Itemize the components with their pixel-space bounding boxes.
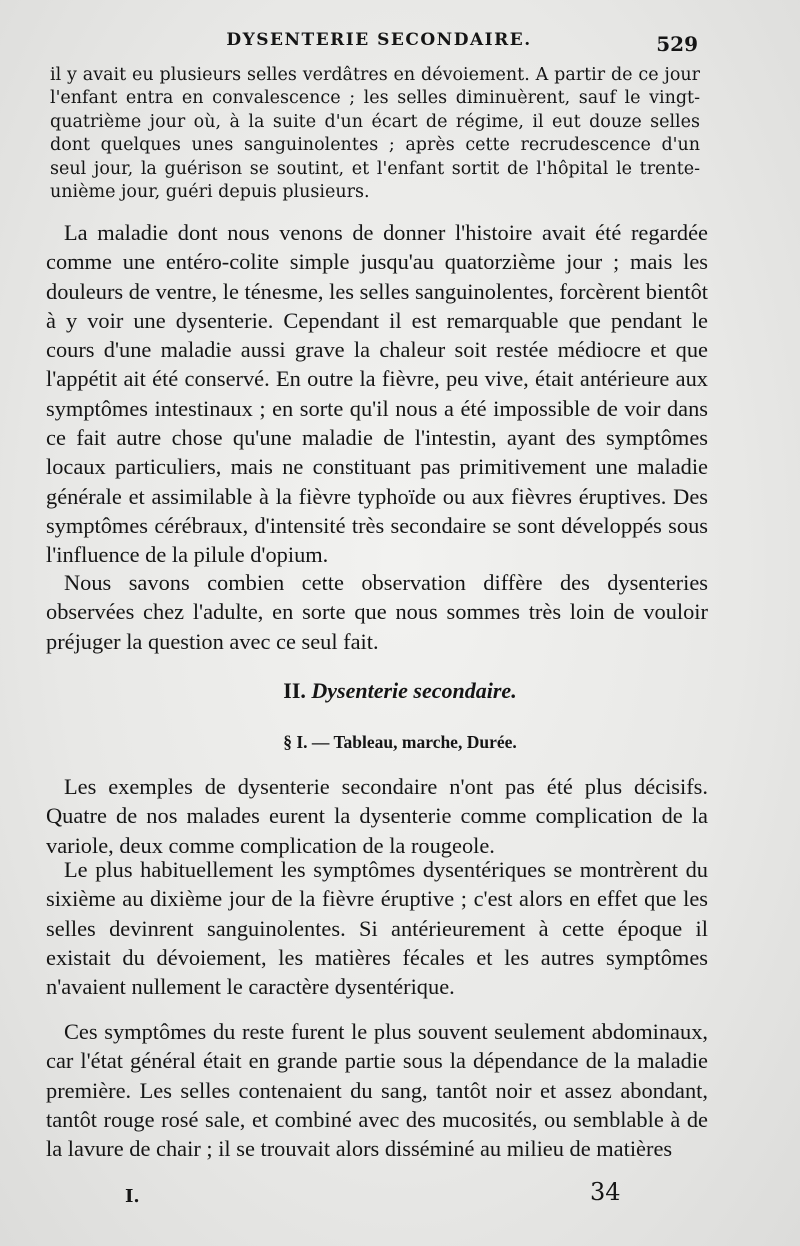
paragraph-text: Le plus habituellement les symptômes dysentériques se montrèrent du sixième au dixième jour de la fièvre éruptive ; c'est alors en effet que les selles devinrent sanguinolentes. Si antérieurement à cette époque il existait du dévoiement, les matières fécales et les autres symptômes n'avaient nullement le caractère dysentérique. xyxy=(46,857,708,1000)
signature-mark: I. xyxy=(125,1186,140,1207)
sheet-number: 34 xyxy=(590,1178,621,1206)
paragraph-text: Ces symptômes du reste furent le plus souvent seulement abdominaux, car l'état général était en grande partie sous la dépendance de la maladie première. Les selles contenaient du sang, tantôt noir et assez abondant, tantôt rouge rosé sale, et combiné avec des mucosités, ou semblable à de la lavure de chair ; il se trouvait alors disséminé au milieu de matières xyxy=(46,1019,708,1162)
paragraph-text: Nous savons combien cette observation diffère des dysenteries observées chez l'adulte, en sorte que nous sommes très loin de vouloir préjuger la question avec ce seul fait. xyxy=(46,570,708,654)
page-number: 529 xyxy=(656,32,698,56)
body-paragraph-2 xyxy=(46,568,708,656)
body-paragraph-1 xyxy=(46,218,708,570)
small-print-paragraph: il y avait eu plusieurs selles verdâtres en dévoiement. A partir de ce jour l'enfant entra en convalescence ; les selles diminuèrent, sauf le vingt-quatrième jour où, à la suite d'un écart de régime, il eut douze selles dont quelques unes sanguinolentes ; après cette recrudescence d'un seul jour, la guérison se soutint, et l'enfant sortit de l'hôpital le trente-unième jour, guéri depuis plusieurs. xyxy=(50,65,700,203)
body-paragraph-4 xyxy=(46,855,708,1001)
body-paragraph-3 xyxy=(46,772,708,860)
page-header xyxy=(60,30,698,60)
paragraph-text: Les exemples de dysenterie secondaire n'ont pas été plus décisifs. Quatre de nos malades eurent la dysenterie comme complication de la variole, deux comme complication de la rougeole. xyxy=(46,774,708,858)
section-heading xyxy=(0,678,800,704)
paragraph-text: La maladie dont nous venons de donner l'histoire avait été regardée comme une entéro-colite simple jusqu'au quatorzième jour ; mais les douleurs de ventre, le ténesme, les selles sanguinolentes, forcèrent bientôt à y voir une dysenterie. Cependant il est remarquable que pendant le cours d'une maladie aussi grave la chaleur soit restée médiocre et que l'appétit ait été conservé. En outre la fièvre, peu vive, était antérieure aux symptômes intestinaux ; en sorte qu'il nous a été impossible de voir dans ce fait autre chose qu'une maladie de l'intestin, ayant des symptômes locaux particuliers, mais ne constituant pas primitivement une maladie générale et assimilable à la fièvre typhoïde ou aux fièvres éruptives. Des symptômes cérébraux, d'intensité très secondaire se sont développés sous l'influence de la pilule d'opium. xyxy=(46,220,708,568)
running-head: DYSENTERIE SECONDAIRE. xyxy=(226,30,532,50)
section-number: II. xyxy=(283,678,306,703)
body-paragraph-5 xyxy=(46,1017,708,1163)
subsection-heading: § I. — Tableau, marche, Durée. xyxy=(283,732,517,752)
section-title: Dysenterie secondaire. xyxy=(311,678,517,703)
